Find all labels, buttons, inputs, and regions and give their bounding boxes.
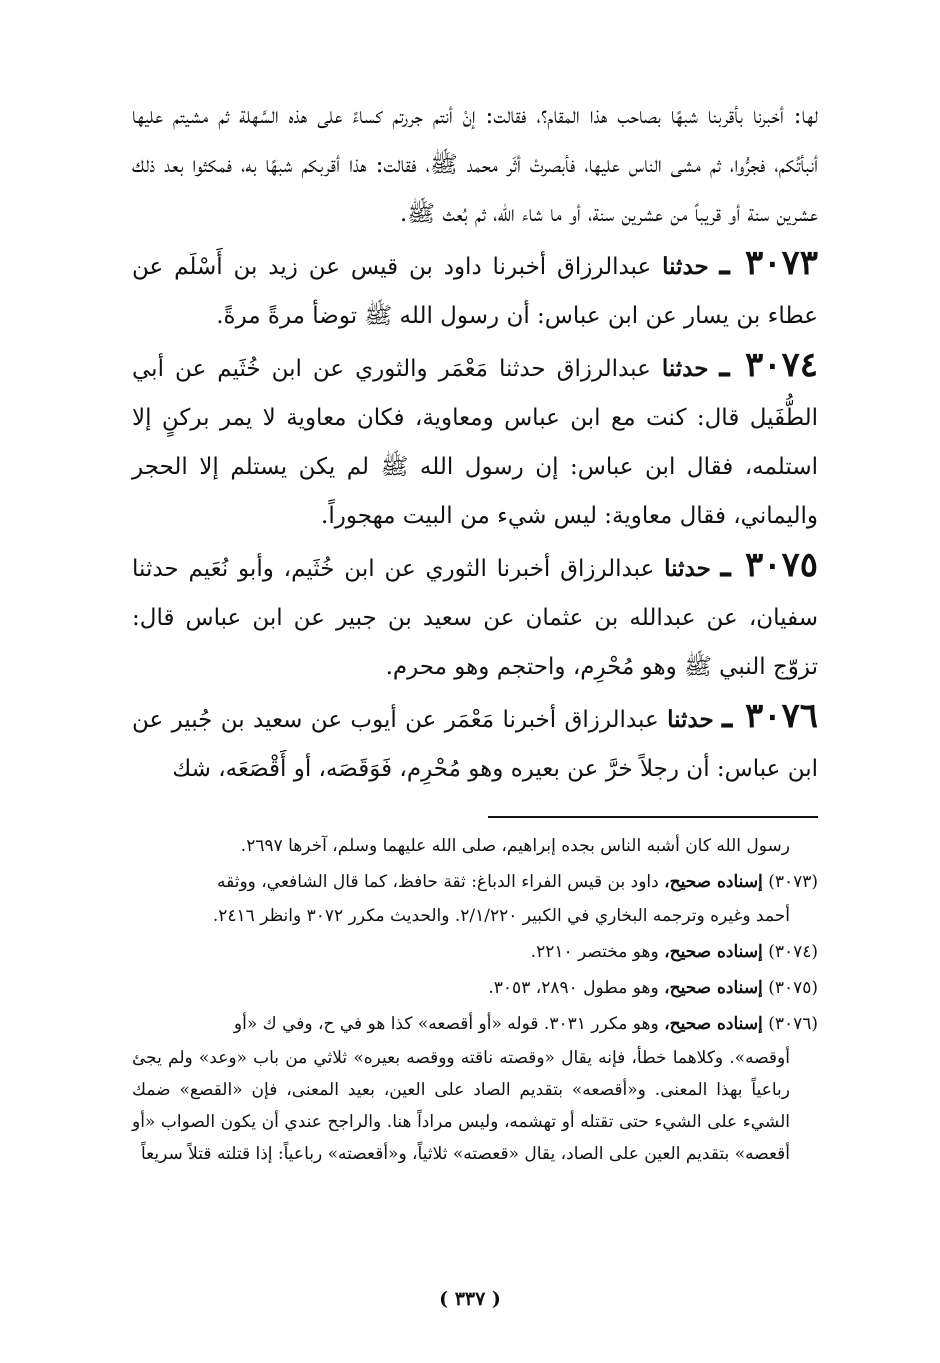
footnote-ref: (٣٠٧٣) [768, 872, 818, 892]
hadith-number: ٣٠٧٣ ـ [719, 243, 818, 283]
hadith-text: عبدالرزاق أخبرنا الثوري عن ابن خُثَيم، وأبو نُعَيم حدثنا سفيان، عن عبدالله بن عثمان عن سعيد بن جبير عن ابن عباس قال: تزوّج النبي ﷺ وهو مُحْرِم، واحتجم وهو محرم. [132, 556, 818, 680]
hadith-entry-3073 [132, 239, 818, 341]
intro-paragraph: لها: أخبرنا بأقربنا شبهًا بصاحب هذا المقام؟، فقالت: إنْ أنتم جررتم كساءً على هذه السَّهلة ثم مشيتم عليها أنبأتُكم، فجرُّوا، ثم مشى الناس عليها، فأبصرتْ أثَر محمد ﷺ، فقالت: هذا أقربكم شبهًا به، فمكثوا بعد ذلك عشرين سنة أو قريباً من عشرين سنة، أو ما شاء الله، ثم بُعث ﷺ. [132, 103, 818, 227]
footnote-continuation: رسول الله كان أشبه الناس بجده إبراهيم، صلى الله عليهما وسلم، آخرها ٢٦٩٧. [240, 836, 790, 856]
footnote-3076-continued: أوقصه». وكلاهما خطأ، فإنه يقال «وقصته ناقته ووقصه بعيره» ثلاثي من باب «وعد» ولم يجئ رباعياً بهذا المعنى. و«أقصعه» بتقديم الصاد على العين، بعيد المعنى، فإن «القصع» ضمك الشيء على الشيء حتى تقتله أو تهشمه، وليس مراداً هنا. والراجح عندي أن يكون الصواب «أو أقعصه» بتقديم العين على الصاد، يقال «قعصته» ثلاثياً، و«أقعصته» رباعياً: إذا قتلته قتلاً سريعاً [132, 1048, 790, 1164]
hadith-number: ٣٠٧٦ ـ [722, 696, 818, 736]
hadith-entry-3076 [132, 692, 818, 794]
page-number: ( ٣٣٧ ) [439, 1288, 501, 1310]
hadith-text: عبدالرزاق أخبرنا مَعْمَر عن أيوب عن سعيد بن جُبير عن ابن عباس: أن رجلاً خرَّ عن بعيره وهو مُحْرِم، فَوَقَصَه، أو أَقْصَعَه، شك [132, 707, 818, 782]
hadith-text: عبدالرزاق أخبرنا داود بن قيس عن زيد بن أَسْلَم عن عطاء بن يسار عن ابن عباس: أن رسول الله ﷺ توضأ مرةً مرةً. [132, 254, 818, 329]
footnote-ref: (٣٠٧٥) [768, 978, 818, 998]
hadith-entry-3075 [132, 541, 818, 692]
footnote-ref: (٣٠٧٦) [768, 1014, 818, 1034]
hadith-number: ٣٠٧٥ ـ [720, 545, 818, 585]
footnote-text: وهو مختصر ٢٢١٠. [530, 942, 665, 962]
footnote-grade: إسناده صحيح، [664, 872, 763, 892]
hadith-lead: حدثنا [664, 555, 711, 582]
footnote-text: وهو مكرر ٣٠٣١. قوله «أو أقصعه» كذا هو في ح، وفي ك «أو [233, 1014, 665, 1034]
hadith-lead: حدثنا [662, 253, 709, 280]
footnote-text: داود بن قيس الفراء الدباغ: ثقة حافظ، كما قال الشافعي، ووثقه [217, 872, 665, 892]
footnote-text: وهو مطول ٢٨٩٠، ٣٠٥٣. [488, 978, 665, 998]
main-text [132, 92, 818, 794]
hadith-lead: حدثنا [667, 706, 714, 733]
footnote-3076 [132, 1008, 818, 1040]
footnote-divider [488, 816, 818, 818]
footnote-3075 [132, 972, 818, 1004]
hadith-text: عبدالرزاق حدثنا مَعْمَر والثوري عن ابن خُثَيم عن أبي الطُّفَيل قال: كنت مع ابن عباس ومعاوية، فكان معاوية لا يمر بركنٍ إلا استلمه، فقال ابن عباس: إن رسول الله ﷺ لم يكن يستلم إلا الحجر واليماني، فقال معاوية: ليس شيء من البيت مهجوراً. [132, 356, 818, 529]
footnote-grade: إسناده صحيح، [664, 942, 763, 962]
footnote-grade: إسناده صحيح، [664, 1014, 763, 1034]
hadith-number: ٣٠٧٤ ـ [719, 345, 819, 385]
hadith-lead: حدثنا [661, 355, 709, 382]
footnote-3073 [132, 866, 818, 898]
footnote-grade: إسناده صحيح، [664, 978, 763, 998]
footnote-3074 [132, 936, 818, 968]
footnotes [132, 830, 818, 1170]
hadith-entry-3074 [132, 341, 818, 541]
footnote-ref: (٣٠٧٤) [768, 942, 818, 962]
footnote-3073-continued: أحمد وغيره وترجمه البخاري في الكبير ٢/١/٢٢٠. والحديث مكرر ٣٠٧٢ وانظر ٢٤١٦. [212, 906, 790, 926]
